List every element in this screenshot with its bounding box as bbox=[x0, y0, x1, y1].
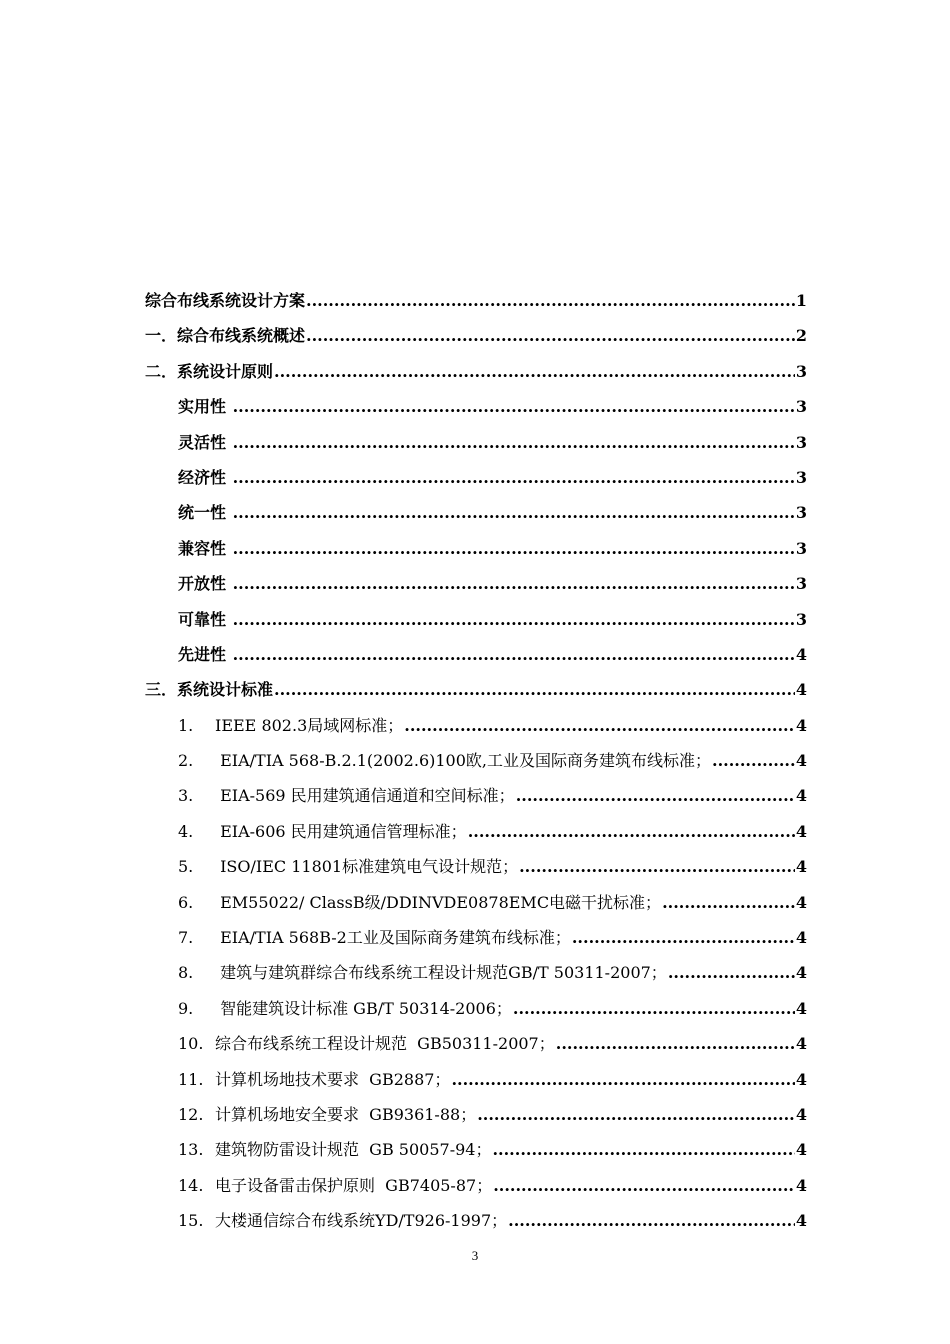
toc-entry[interactable] bbox=[145, 1203, 807, 1238]
toc-entry[interactable] bbox=[145, 460, 807, 495]
toc-entry-label bbox=[178, 849, 518, 884]
toc-entry-number: 11. bbox=[178, 1069, 204, 1089]
toc-dot-leader bbox=[233, 425, 795, 460]
toc-page-number: 4 bbox=[795, 857, 807, 877]
toc-entry-label bbox=[178, 1132, 491, 1167]
toc-dot-leader bbox=[233, 637, 795, 672]
toc-entry-label: 统一性 bbox=[178, 503, 232, 523]
toc-dot-leader bbox=[233, 460, 795, 495]
toc-page-number: 3 bbox=[795, 538, 807, 558]
toc-entry-number: 14. bbox=[178, 1175, 204, 1195]
toc-entry-text: EIA/TIA 568B-2工业及国际商务建筑布线标准； bbox=[215, 928, 571, 948]
toc-page-number: 4 bbox=[795, 715, 807, 735]
toc-entry-label: 一．综合布线系统概述 bbox=[145, 326, 306, 346]
toc-page-number: 2 bbox=[795, 326, 807, 346]
toc-page-number: 4 bbox=[795, 786, 807, 806]
toc-entry-label bbox=[178, 1203, 507, 1238]
toc-page-number: 4 bbox=[795, 644, 807, 664]
toc-entry[interactable] bbox=[145, 920, 807, 955]
toc-entry-label bbox=[178, 1097, 476, 1132]
toc-dot-leader bbox=[233, 495, 795, 530]
toc-entry[interactable] bbox=[145, 1168, 807, 1203]
toc-entry[interactable] bbox=[145, 637, 807, 672]
toc-entry[interactable] bbox=[145, 495, 807, 530]
toc-dot-leader bbox=[519, 849, 795, 884]
toc-page-number: 4 bbox=[795, 1175, 807, 1195]
toc-dot-leader bbox=[662, 885, 795, 920]
toc-entry-text: 计算机场地安全要求 GB9361-88； bbox=[215, 1104, 477, 1124]
toc-entry-number: 8. bbox=[178, 963, 194, 983]
toc-dot-leader bbox=[477, 1097, 795, 1132]
toc-dot-leader bbox=[404, 708, 795, 743]
toc-entry[interactable] bbox=[145, 743, 807, 778]
toc-page-number: 4 bbox=[795, 928, 807, 948]
toc-entry-text: 建筑物防雷设计规范 GB 50057-94； bbox=[215, 1140, 492, 1160]
toc-entry-number: 4. bbox=[178, 821, 194, 841]
toc-entry-label: 二．系统设计原则 bbox=[145, 361, 274, 381]
toc-entry-label bbox=[178, 743, 711, 778]
toc-entry-text: 大楼通信综合布线系统YD/T926-1997； bbox=[215, 1211, 508, 1231]
toc-dot-leader bbox=[556, 1026, 795, 1061]
toc-dot-leader bbox=[274, 354, 795, 389]
toc-entry-label bbox=[178, 991, 512, 1026]
toc-entry-text: EIA-569 民用建筑通信通道和空间标准； bbox=[215, 786, 515, 806]
toc-page-number: 3 bbox=[795, 467, 807, 487]
toc-entry[interactable] bbox=[145, 1097, 807, 1132]
toc-entry-number: 5. bbox=[178, 857, 194, 877]
toc-entry-number: 13. bbox=[178, 1140, 204, 1160]
toc-entry-text: EIA/TIA 568-B.2.1(2002.6)100欧,工业及国际商务建筑布线标准； bbox=[215, 751, 711, 771]
toc-entry-text: 电子设备雷击保护原则 GB7405-87； bbox=[215, 1175, 493, 1195]
toc-entry-text: 综合布线系统工程设计规范 GB50311-2007； bbox=[215, 1034, 555, 1054]
toc-page-number: 4 bbox=[795, 892, 807, 912]
toc-dot-leader bbox=[493, 1168, 795, 1203]
toc-entry-label: 灵活性 bbox=[178, 432, 232, 452]
toc-page-number: 4 bbox=[795, 751, 807, 771]
toc-entry-number: 12. bbox=[178, 1104, 204, 1124]
toc-entry-label: 兼容性 bbox=[178, 538, 232, 558]
toc-page-number: 4 bbox=[795, 1034, 807, 1054]
toc-page-number: 4 bbox=[795, 1211, 807, 1231]
toc-entry-text: EIA-606 民用建筑通信管理标准； bbox=[215, 821, 467, 841]
toc-entry[interactable] bbox=[145, 1062, 807, 1097]
toc-entry[interactable] bbox=[145, 283, 807, 318]
toc-entry[interactable] bbox=[145, 531, 807, 566]
toc-entry-text: 计算机场地技术要求 GB2887； bbox=[215, 1069, 451, 1089]
toc-entry-label bbox=[178, 920, 571, 955]
toc-entry[interactable] bbox=[145, 778, 807, 813]
toc-entry-label bbox=[178, 778, 515, 813]
toc-dot-leader bbox=[233, 566, 795, 601]
toc-entry-label bbox=[178, 1062, 450, 1097]
toc-entry-text: ISO/IEC 11801标准建筑电气设计规范； bbox=[215, 857, 519, 877]
toc-entry-label bbox=[178, 955, 667, 990]
toc-entry-text: 建筑与建筑群综合布线系统工程设计规范GB/T 50311-2007； bbox=[215, 963, 667, 983]
toc-dot-leader bbox=[306, 318, 795, 353]
toc-page-number: 3 bbox=[795, 397, 807, 417]
toc-entry[interactable] bbox=[145, 708, 807, 743]
toc-entry[interactable] bbox=[145, 1026, 807, 1061]
toc-entry[interactable] bbox=[145, 885, 807, 920]
toc-entry-label bbox=[178, 1168, 492, 1203]
table-of-contents bbox=[145, 283, 807, 1239]
toc-page-number: 3 bbox=[795, 609, 807, 629]
toc-entry-label: 经济性 bbox=[178, 467, 232, 487]
toc-entry-label: 开放性 bbox=[178, 574, 232, 594]
toc-entry-label bbox=[178, 814, 467, 849]
toc-entry-number: 7. bbox=[178, 928, 194, 948]
toc-page-number: 3 bbox=[795, 432, 807, 452]
toc-dot-leader bbox=[492, 1132, 794, 1167]
toc-page-number: 4 bbox=[795, 1069, 807, 1089]
toc-page-number: 3 bbox=[795, 361, 807, 381]
toc-dot-leader bbox=[513, 991, 795, 1026]
toc-dot-leader bbox=[233, 602, 795, 637]
toc-dot-leader bbox=[516, 778, 795, 813]
toc-page-number: 3 bbox=[795, 574, 807, 594]
toc-entry[interactable] bbox=[145, 566, 807, 601]
toc-entry[interactable] bbox=[145, 602, 807, 637]
toc-entry-label bbox=[178, 885, 661, 920]
toc-entry-number: 1. bbox=[178, 715, 194, 735]
toc-entry-number: 3. bbox=[178, 786, 194, 806]
toc-entry-text: 智能建筑设计标准 GB/T 50314-2006； bbox=[215, 998, 512, 1018]
page-footer-number: 3 bbox=[471, 1248, 479, 1263]
toc-dot-leader bbox=[468, 814, 795, 849]
toc-page-number: 4 bbox=[795, 1140, 807, 1160]
toc-page-number: 4 bbox=[795, 1104, 807, 1124]
toc-entry-text: IEEE 802.3局域网标准； bbox=[215, 715, 404, 735]
toc-dot-leader bbox=[233, 389, 795, 424]
toc-entry-label: 三．系统设计标准 bbox=[145, 680, 274, 700]
toc-entry[interactable] bbox=[145, 991, 807, 1026]
toc-page-number: 4 bbox=[795, 998, 807, 1018]
toc-dot-leader bbox=[712, 743, 795, 778]
toc-entry-label: 可靠性 bbox=[178, 609, 232, 629]
toc-dot-leader bbox=[233, 531, 795, 566]
toc-page-number: 4 bbox=[795, 680, 807, 700]
toc-entry[interactable] bbox=[145, 849, 807, 884]
toc-entry-label bbox=[178, 708, 403, 743]
toc-entry-number: 6. bbox=[178, 892, 194, 912]
toc-entry-label: 实用性 bbox=[178, 397, 232, 417]
toc-page-number: 3 bbox=[795, 503, 807, 523]
toc-entry[interactable] bbox=[145, 318, 807, 353]
toc-entry-number: 9. bbox=[178, 998, 194, 1018]
toc-entry[interactable] bbox=[145, 672, 807, 707]
toc-entry[interactable] bbox=[145, 425, 807, 460]
toc-dot-leader bbox=[572, 920, 795, 955]
toc-entry-number: 10. bbox=[178, 1034, 204, 1054]
toc-entry-label bbox=[178, 1026, 555, 1061]
toc-entry[interactable] bbox=[145, 389, 807, 424]
toc-dot-leader bbox=[451, 1062, 794, 1097]
toc-entry-text: EM55022/ ClassB级/DDINVDE0878EMC电磁干扰标准； bbox=[215, 892, 662, 912]
toc-page-number: 1 bbox=[795, 291, 807, 310]
toc-page-number: 4 bbox=[795, 821, 807, 841]
toc-entry[interactable] bbox=[145, 1132, 807, 1167]
toc-entry-label: 先进性 bbox=[178, 644, 232, 664]
toc-entry[interactable] bbox=[145, 354, 807, 389]
toc-dot-leader bbox=[306, 283, 795, 318]
toc-page-number: 4 bbox=[795, 963, 807, 983]
toc-entry[interactable] bbox=[145, 955, 807, 990]
toc-dot-leader bbox=[274, 672, 795, 707]
toc-entry-number: 2. bbox=[178, 751, 194, 771]
toc-entry[interactable] bbox=[145, 814, 807, 849]
toc-dot-leader bbox=[508, 1203, 795, 1238]
toc-entry-label: 综合布线系统设计方案 bbox=[145, 291, 306, 310]
toc-dot-leader bbox=[668, 955, 795, 990]
toc-entry-number: 15. bbox=[178, 1211, 204, 1231]
